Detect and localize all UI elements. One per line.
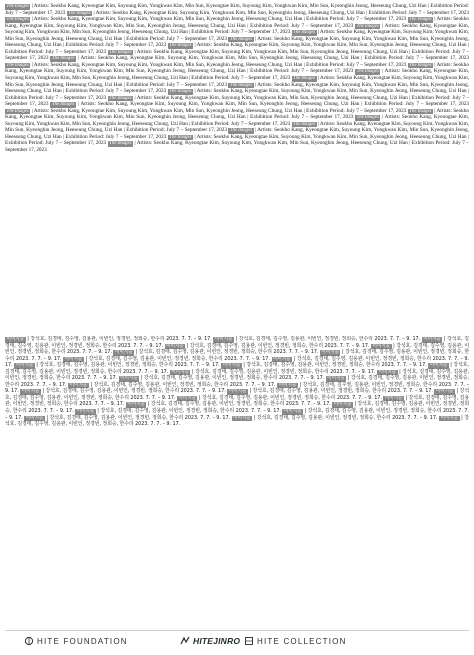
ko-title-tag: 이미지들 — [15, 363, 34, 369]
ko-title-tag: 이미지들 — [440, 415, 459, 421]
ko-title-tag: 이미지들 — [333, 402, 352, 408]
en-title-tag: The Images — [169, 43, 192, 49]
en-exhibition-info: | Artists: Seokho Kang, Kyeongtae Kim, Suyoung Kim, Yongkwan Kim, Min Sun, Kyeonghin Jeong, Heeseung Chung, Uzi Han | Exhibition Period: July 7 – September 17, 2023 — [5, 48, 469, 62]
en-exhibition-info: | Artists: Seokho Kang, Kyeongtae Kim, Suyoung Kim, Yongkwan Kim, Min Sun, Kyeonghin Jeong, Heeseung Chung, Uzi Han | Exhibition Period: July 7 – September 17, 2023 — [5, 81, 469, 95]
logo-foundation-label: HITE FOUNDATION — [37, 636, 128, 646]
en-exhibition-info: | Artists: Seokho Kang, Kyeongtae Kim, Suyoung Kim, Yongkwan Kim, Min Sun, Kyeongtae Kim, Suyoung Kim, Yongkwan Kim, Min Sun, Kyeonghin Jeong, Heeseung Chung, Uzi Han | Exhibition Period: July 7 – September 17, 2023 — [5, 3, 469, 16]
en-title-tag: The Images — [356, 69, 379, 75]
en-exhibition-info: | Artists: Seokho Kang, Kyeongtae Kim, Suyoung Kim, Yongkwan Kim, Min Sun, Kyeonghin Jeong, Heeseung Chung, Uzi Han | Exhibition Period: July 7 – September 17, 2023 — [5, 61, 469, 75]
en-title-tag: The Images — [229, 82, 253, 88]
ko-exhibition-info: | 강석호, 김경태, 김수영, 김용관, 이빈인, 정경빈, 정희승, 한수리 2023. 7. 7. – 9. 17. — [135, 349, 319, 356]
en-exhibition-info: | Artists: Seokho Kang, Kyeongtae Kim, Suyoung Kim, Yongkwan Kim, Min Sun, Kyeonghin Jeong, Heeseung Chung, Uzi Han | Exhibition Period: July 7 – September 17, 2023 — [5, 22, 469, 36]
ko-exhibition-info: | 강석호, 김경태, 김수영, 김용관, 이빈인, 정경빈, 정희승, 한수리 2023. 7. 7. – 9. 17. — [5, 388, 469, 401]
ko-exhibition-info: | 강석호, 김경태, 김수영, 김용관, 이빈인, 정경빈, 정희승, 한수리 2023. 7. 7. – 9. 17. — [5, 336, 469, 349]
en-exhibition-info: | Artists: Seokho Kang, Kyeongtae Kim, Suyoung Kim, Yongkwan Kim, Min Sun, Kyeonghin Jeong, Heeseung Chung, Uzi Han | Exhibition Period: July 7 – September 17, 2023 — [5, 88, 469, 101]
en-title-tag: The Images — [293, 76, 316, 82]
en-exhibition-info: | Artists: Seokho Kang, Kyeongtae Kim, Suyoung Kim, Yongkwan Kim, Min Sun, Kyeonghin Jeong, Heeseung Chung, Uzi Han | Exhibition Period: July 7 – September 17, 2023 — [5, 140, 469, 154]
en-title-tag: The Images — [229, 36, 253, 42]
ko-title-tag: 이미지들 — [64, 356, 83, 362]
ko-exhibition-info: | 강석호, 김경태, 김수영, 김용관, 이빈인, 정경빈, 정희승, 한수리 2023. 7. 7. – 9. 17. — [5, 362, 469, 375]
en-title-tag: The Images — [6, 108, 29, 114]
ko-title-tag: 이미지들 — [171, 369, 189, 375]
ko-exhibition-info: | 강석호, 김경태, 김수영, 김용관, 이빈인, 정경빈, 정희승, 한수리 2023. 7. 7. – 9. 17. — [147, 401, 331, 408]
ko-exhibition-info: | 강석호, 김경태, 김수영, 김용관, 이빈인, 정경빈, 정희승, 한수리 2023. 7. 7. – 9. 17. — [140, 375, 325, 382]
en-exhibition-info: | Artists: Seokho Kang, Kyeongtae Kim, Suyoung Kim, Yongkwan Kim, Min Sun, Kyeonghin Jeong, Heeseung Chung, Uzi Han | Exhibition Period: July 7 – September 17, 2023 — [5, 127, 469, 140]
en-title-tag: The Images — [293, 30, 316, 36]
en-exhibition-info: | Artists: Seokho Kang, Kyeongtae Kim, Suyoung Kim, Yongkwan Kim, Min Sun, Kyeonghin Jeong, Heeseung Chung, Uzi Han | Exhibition Period: July 7 – September 17, 2023 — [93, 9, 469, 16]
ko-title-tag: 이미지들 — [228, 389, 247, 395]
en-title-tag: The Images — [409, 108, 432, 114]
ko-title-tag: 이미지들 — [222, 363, 241, 369]
ko-exhibition-info: | 강석호, 김경태, 김수영, 김용관, 이빈인, 정경빈, 정희승, 한수리 2023. 7. 7. – 9. 17. — [97, 408, 281, 415]
en-title-tag: The Images — [409, 62, 432, 68]
ko-exhibition-info: | 강석호, 김경태, 김수영, 김용관, 이빈인, 정경빈, 정희승, 한수리 2023. 7. 7. – 9. 17. — [5, 349, 469, 362]
en-exhibition-info: | Artists: Seokho Kang, Kyeongtae Kim, Suyoung Kim, Yongkwan Kim, Min Sun, Kyeonghin Jeong, Heeseung Chung, Uzi Han | Exhibition Period: July 7 – September 17, 2023 — [5, 107, 469, 121]
ko-title-tag: 이미지들 — [166, 343, 184, 349]
en-exhibition-info: | Artists: Seokho Kang, Kyeongtae Kim, Suyoung Kim, Yongkwan Kim, Min Sun, Kyeonghin Jeong, Heeseung Chung, Uzi Han | Exhibition Period: July 7 – September 17, 2023 — [77, 101, 469, 108]
en-title-tag: The Images — [356, 23, 379, 29]
footer-divider — [5, 630, 469, 631]
ko-title-tag: 이미지들 — [76, 409, 95, 415]
en-title-tag: The Images — [409, 17, 432, 23]
en-exhibition-info: | Artists: Seokho Kang, Kyeongtae Kim, Suyoung Kim, Yongkwan Kim, Min Sun, Kyeonghin Jeong, Heeseung Chung, Uzi Han | Exhibition Period: July 7 – September 17, 2023 — [5, 35, 469, 49]
en-exhibition-info: | Artists: Seokho Kang, Kyeongtae Kim, Suyoung Kim, Yongkwan Kim, Min Sun, Kyeonghin Jeong, Heeseung Chung, Uzi Han | Exhibition Period: July 7 – September 17, 2023 — [5, 42, 469, 55]
en-exhibition-info: | Artists: Seokho Kang, Kyeongtae Kim, Suyoung Kim, Yongkwan Kim, Min Sun, Kyeonghin Jeong, Heeseung Chung, Uzi Han | Exhibition Period: July 7 – September 17, 2023 — [5, 120, 469, 134]
ko-exhibition-info: | 강석호, 김경태, 김수영, 김용관, 이빈인, 정경빈, 정희승, 한수리 2023. 7. 7. – 9. 17. — [36, 362, 220, 369]
ko-title-tag: 이미지들 — [372, 343, 391, 349]
ko-exhibition-info: | 강석호, 김경태, 김수영, 김용관, 이빈인, 정경빈, 정희승, 한수리 2023. 7. 7. – 9. 17. — [243, 362, 427, 369]
foundation-mark-icon — [24, 636, 34, 646]
en-title-tag: The Images — [6, 4, 29, 9]
en-title-tag: The Images — [229, 128, 253, 134]
collection-mark-icon — [244, 636, 254, 646]
ko-exhibition-info: | 강석호, 김경태, 김수영, 김용관, 이빈인, 정경빈, 정희승, 한수리 2023. 7. 7. – 9. 17. — [235, 336, 421, 342]
en-exhibition-info: | Artists: Seokho Kang, Kyeongtae Kim, Suyoung Kim, Yongkwan Kim, Min Sun, Kyeonghin Jeong, Heeseung Chung, Uzi Han | Exhibition Period: July 7 – September 17, 2023 — [5, 16, 469, 29]
ko-title-tag: 이미지들 — [25, 415, 44, 421]
ko-title-tag: 이미지들 — [278, 382, 297, 388]
ko-exhibition-info: | 강석호, 김경태, 김수영, 김용관, 이빈인, 정경빈, 정희승, 한수리 2023. 7. 7. – 9. 17. — [5, 394, 469, 408]
hitejinro-logo — [180, 636, 240, 646]
ko-exhibition-info: | 강석호, 김경태, 김수영, 김용관, 이빈인, 정경빈, 정희승, 한수리 2023. 7. 7. – 9. 17. — [186, 342, 370, 349]
ko-exhibition-info: | 강석호, 김경태, 김수영, 김용관, 이빈인, 정경빈, 정희승, 한수리 2023. 7. 7. – 9. 17. — [5, 368, 469, 382]
ko-title-tag: 이미지들 — [178, 395, 196, 401]
logo-hitejinro-label: HITEJINRO — [193, 636, 241, 646]
footer — [0, 628, 474, 655]
en-exhibition-info: | Artists: Seokho Kang, Kyeongtae Kim, Suyoung Kim, Yongkwan Kim, Min Sun, Kyeonghin Jeong, Heeseung Chung, Uzi Han | Exhibition Period: July 7 – September 17, 2023 — [5, 75, 469, 88]
ko-exhibition-info: | 강석호, 김경태, 김수영, 김용관, 이빈인, 정경빈, 정희승, 한수리 2023. 7. 7. – 9. 17. — [5, 414, 469, 428]
ko-exhibition-info: | 강석호, 김경태, 김수영, 김용관, 이빈인, 정경빈, 정희승, 한수리 2023. 7. 7. – 9. 17. — [5, 401, 469, 415]
en-title-tag: The Images — [51, 102, 75, 108]
ko-title-tag: 이미지들 — [384, 395, 403, 401]
en-title-tag: The Images — [169, 89, 192, 95]
ko-title-tag: 이미지들 — [6, 337, 25, 342]
en-title-tag: The Images — [6, 62, 29, 68]
hitejinro-mark-icon — [180, 636, 190, 646]
ko-title-tag: 이미지들 — [429, 363, 448, 369]
ko-title-tag: 이미지들 — [114, 350, 133, 356]
en-title-tag: The Images — [293, 121, 316, 127]
ko-title-tag: 이미지들 — [214, 337, 233, 342]
ko-exhibition-info: | 강석호, 김경태, 김수영, 김용관, 이빈인, 정경빈, 정희승, 한수리 2023. 7. 7. – 9. 17. — [27, 336, 212, 342]
ko-title-tag: 이미지들 — [69, 382, 88, 388]
ko-exhibition-info: | 강석호, 김경태, 김수영, 김용관, 이빈인, 정경빈, 정희승, 한수리 2023. 7. 7. – 9. 17. — [5, 355, 469, 369]
ko-title-tag: 이미지들 — [233, 415, 251, 421]
ko-title-tag: 이미지들 — [378, 369, 397, 375]
ko-exhibition-info: | 강석호, 김경태, 김수영, 김용관, 이빈인, 정경빈, 정희승, 한수리 2023. 7. 7. – 9. 17. — [46, 414, 231, 421]
en-exhibition-info: | Artists: Seokho Kang, Kyeongtae Kim, Suyoung Kim, Yongkwan Kim, Min Sun, Kyeonghin Jeong, Heeseung Chung, Uzi Han | Exhibition Period: July 7 – September 17, 2023 — [5, 114, 469, 127]
en-exhibition-info: | Artists: Seokho Kang, Kyeongtae Kim, Suyoung Kim, Yongkwan Kim, Min Sun, Kyeonghin Jeong, Heeseung Chung, Uzi Han | Exhibition Period: July 7 – September 17, 2023 — [31, 61, 407, 68]
ko-title-tag: 이미지들 — [327, 376, 345, 382]
en-exhibition-info: | Artists: Seokho Kang, Kyeongtae Kim, Suyoung Kim, Yongkwan Kim, Min Sun, Kyeonghin Jeong, Heeseung Chung, Uzi Han | Exhibition Period: July 7 – September 17, 2023 — [5, 29, 469, 42]
ko-exhibition-info: | 강석호, 김경태, 김수영, 김용관, 이빈인, 정경빈, 정희승, 한수리 2023. 7. 7. – 9. 17. — [191, 368, 376, 375]
en-exhibition-info: | Artists: Seokho Kang, Kyeongtae Kim, Suyoung Kim, Yongkwan Kim, Min Sun, Kyeonghin Jeong, Heeseung Chung, Uzi Han | Exhibition Period: July 7 – September 17, 2023 — [5, 94, 469, 108]
en-exhibition-info: | Artists: Seokho Kang, Kyeongtae Kim, Suyoung Kim, Yongkwan Kim, Min Sun, Kyeonghin Jeong, Heeseung Chung, Uzi Han | Exhibition Period: July 7 – September 17, 2023 — [31, 16, 407, 23]
hite-collection-logo — [244, 636, 347, 646]
ko-exhibition-info: | 강석호, 김경태, 김수영, 김용관, 이빈인, 정경빈, 정희승, 한수리 2023. 7. 7. – 9. 17. — [85, 355, 270, 362]
en-exhibition-info: | Artists: Seokho Kang, Kyeongtae Kim, Suyoung Kim, Yongkwan Kim, Min Sun, Kyeonghin Jeong, Heeseung Chung, Uzi Han | Exhibition Period: July 7 – September 17, 2023 — [31, 107, 407, 114]
ko-title-tag: 이미지들 — [321, 350, 339, 356]
en-title-tag: The Images — [6, 17, 29, 23]
en-exhibition-info: | Artists: Seokho Kang, Kyeongtae Kim, Suyoung Kim, Yongkwan Kim, Min Sun, Kyeonghin Jeong, Heeseung Chung, Uzi Han | Exhibition Period: July 7 – September 17, 2023 — [5, 68, 469, 82]
ko-exhibition-info: | 강석호, 김경태, 김수영, 김용관, 이빈인, 정경빈, 정희승, 한수리 2023. 7. 7. – 9. 17. — [5, 342, 469, 356]
en-exhibition-info: | Artists: Seokho Kang, Kyeongtae Kim, Suyoung Kim, Yongkwan Kim, Min Sun, Kyeonghin Jeong, Heeseung Chung, Uzi Han | Exhibition Period: July 7 – September 17, 2023 — [5, 133, 469, 147]
ko-exhibition-info: | 강석호, 김경태, 김수영, 김용관, 이빈인, 정경빈, 정희승, 한수리 2023. 7. 7. – 9. 17. — [5, 408, 469, 421]
hite-foundation-logo — [24, 636, 128, 646]
en-title-tag: The Images — [68, 10, 91, 16]
ko-title-tag: 이미지들 — [127, 402, 145, 408]
logo-collection-label: HITE COLLECTION — [257, 636, 347, 646]
ko-exhibition-info: | 강석호, 김경태, 김수영, 김용관, 이빈인, 정경빈, 정희승, 한수리 2023. 7. 7. – 9. 17. — [42, 388, 226, 395]
korean-text-block — [5, 336, 469, 630]
ko-exhibition-info: | 강석호, 김경태, 김수영, 김용관, 이빈인, 정경빈, 정희승, 한수리 2023. 7. 7. – 9. 17. — [5, 381, 469, 395]
ko-title-tag: 이미지들 — [21, 389, 40, 395]
en-exhibition-info: | Artists: Seokho Kang, Kyeongtae Kim, Suyoung Kim, Yongkwan Kim, Min Sun, Kyeonghin Jeong, Heeseung Chung, Uzi Han | Exhibition Period: July 7 – September 17, 2023 — [77, 55, 469, 62]
english-text-block — [5, 3, 469, 335]
ko-exhibition-info: | 강석호, 김경태, 김수영, 김용관, 이빈인, 정경빈, 정희승, 한수리 2023. 7. 7. – 9. 17. — [90, 381, 276, 388]
ko-exhibition-info: | 강석호, 김경태, 김수영, 김용관, 이빈인, 정경빈, 정희승, 한수리 2023. 7. 7. – 9. 17. — [253, 414, 438, 421]
ko-title-tag: 이미지들 — [435, 389, 454, 395]
en-title-tag: The Images — [109, 49, 132, 55]
en-title-tag: The Images — [109, 141, 132, 147]
ko-title-tag: 이미지들 — [273, 356, 291, 362]
en-title-tag: The Images — [51, 56, 75, 62]
ko-title-tag: 이미지들 — [423, 337, 441, 342]
ko-title-tag: 이미지들 — [283, 409, 302, 415]
ko-exhibition-info: | 강석호, 김경태, 김수영, 김용관, 이빈인, 정경빈, 정희승, 한수리 2023. 7. 7. – 9. 17. — [199, 394, 382, 401]
ko-exhibition-info: | 강석호, 김경태, 김수영, 김용관, 이빈인, 정경빈, 정희승, 한수리 2023. 7. 7. – 9. 17. — [5, 375, 469, 388]
ko-title-tag: 이미지들 — [120, 376, 138, 382]
en-title-tag: The Images — [356, 115, 379, 121]
en-title-tag: The Images — [169, 134, 192, 140]
ko-exhibition-info: | 강석호, 김경태, 김수영, 김용관, 이빈인, 정경빈, 정희승, 한수리 2023. 7. 7. – 9. 17. — [249, 388, 433, 395]
en-title-tag: The Images — [109, 95, 132, 101]
